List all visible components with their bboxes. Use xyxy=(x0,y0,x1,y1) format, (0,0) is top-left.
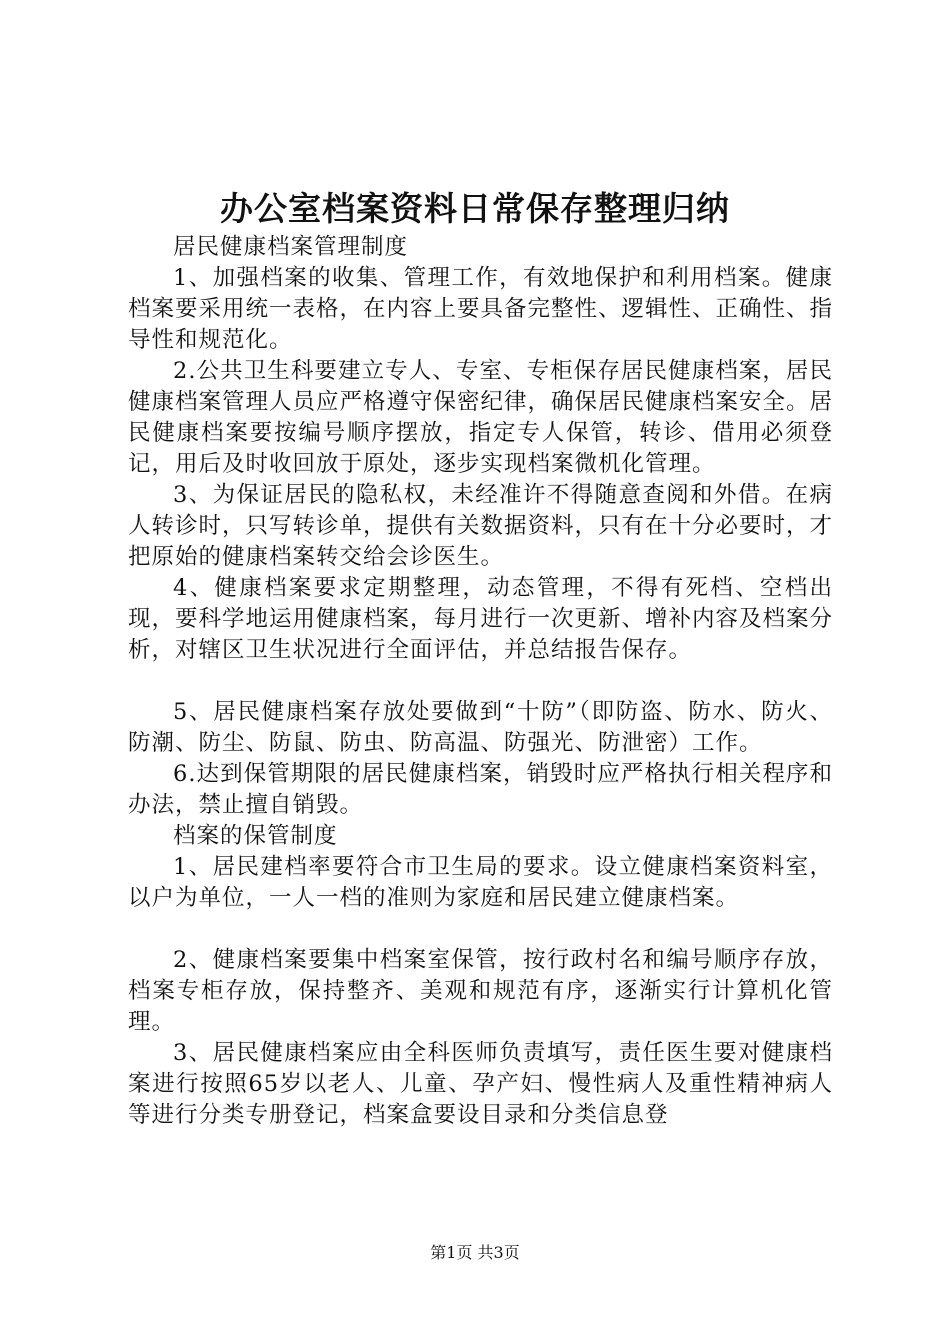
paragraph: 2.公共卫生科要建立专人、专室、专柜保存居民健康档案，居民健康档案管理人员应严格遵守保密纪律，确保居民健康档案安全。居民健康档案要按编号顺序摆放，指定专人保管，转诊、借用必须登记，用后及时收回放于原处，逐步实现档案微机化管理。 xyxy=(128,358,834,477)
section-heading-health-records: 居民健康档案管理制度 xyxy=(173,234,409,260)
section-heading-storage: 档案的保管制度 xyxy=(173,823,338,849)
document-body xyxy=(128,232,833,1131)
paragraph: 3、居民健康档案应由全科医师负责填写，责任医生要对健康档案进行按照65岁以老人、儿童、孕产妇、慢性病人及重性精神病人等进行分类专册登记，档案盒要设目录和分类信息登 xyxy=(128,1040,833,1128)
paragraph: 1、加强档案的收集、管理工作，有效地保护和利用档案。健康档案要采用统一表格，在内容上要具备完整性、逻辑性、正确性、指导性和规范化。 xyxy=(128,265,834,353)
paragraph: 2、健康档案要集中档案室保管，按行政村名和编号顺序存放，档案专柜存放，保持整齐、美观和规范有序，逐渐实行计算机化管理。 xyxy=(128,947,833,1035)
document-title: 办公室档案资料日常保存整理归纳 xyxy=(220,189,730,228)
paragraph: 1、居民建档率要符合市卫生局的要求。设立健康档案资料室，以户为单位，一人一档的准则为家庭和居民建立健康档案。 xyxy=(128,854,833,911)
paragraph: 5、居民健康档案存放处要做到“十防”（即防盗、防水、防火、防潮、防尘、防鼠、防虫、防高温、防强光、防泄密）工作。 xyxy=(128,699,833,756)
paragraph: 4、健康档案要求定期整理，动态管理，不得有死档、空档出现，要科学地运用健康档案，每月进行一次更新、增补内容及档案分析，对辖区卫生状况进行全面评估，并总结报告保存。 xyxy=(128,575,834,663)
paragraph: 3、为保证居民的隐私权，未经准许不得随意查阅和外借。在病人转诊时，只写转诊单，提供有关数据资料，只有在十分必要时，才把原始的健康档案转交给会诊医生。 xyxy=(128,482,834,570)
paragraph: 6.达到保管期限的居民健康档案，销毁时应严格执行相关程序和办法，禁止擅自销毁。 xyxy=(128,761,833,818)
page-number-footer: 第1页 共3页 xyxy=(430,1243,520,1262)
